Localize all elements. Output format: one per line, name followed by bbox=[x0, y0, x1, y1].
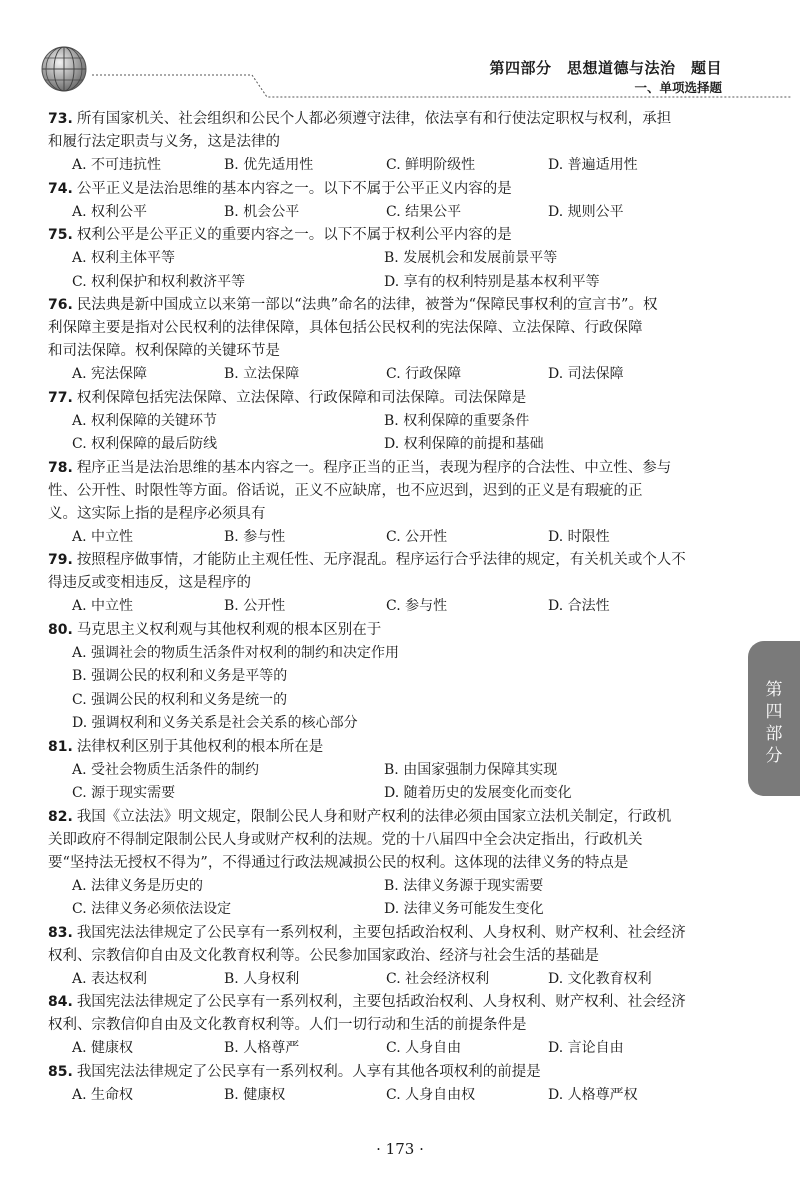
question-item bbox=[48, 736, 728, 806]
question-stem-first-line bbox=[48, 991, 728, 1014]
question-stem-line bbox=[48, 1014, 728, 1037]
question-number: 79. bbox=[48, 552, 73, 568]
question-stem-first-line bbox=[48, 922, 728, 945]
answer-option: C. 法律义务必须依法设定 bbox=[72, 901, 232, 917]
answer-option: B. 强调公民的权利和义务是平等的 bbox=[72, 668, 288, 684]
answer-option: C. 源于现实需要 bbox=[72, 785, 176, 801]
answer-option: B. 优先适用性 bbox=[224, 157, 314, 173]
question-stem-text: 按照程序做事情，才能防止主观任性、无序混乱。程序运行合乎法律的规定，有关机关或个人不 bbox=[76, 552, 686, 568]
answer-option: D. 规则公平 bbox=[548, 203, 624, 220]
answer-option: C. 行政保障 bbox=[386, 366, 462, 382]
page-number: · 173 · bbox=[376, 1140, 424, 1158]
answer-option: D. 普遍适用性 bbox=[548, 157, 638, 173]
question-stem-text: 民法典是新中国成立以来第一部以“法典”命名的法律，被誉为“保障民事权利的宣言书”。权 bbox=[76, 297, 658, 313]
question-number: 76. bbox=[48, 297, 73, 313]
answer-option: C. 参与性 bbox=[386, 598, 448, 614]
answer-option: C. 权利保障的最后防线 bbox=[72, 436, 218, 452]
answer-option: D. 享有的权利特别是基本权利平等 bbox=[384, 273, 600, 290]
globe-logo-icon bbox=[40, 45, 88, 93]
question-stem-first-line bbox=[48, 457, 728, 480]
answer-option: D. 权利保障的前提和基础 bbox=[384, 436, 544, 452]
question-number: 73. bbox=[48, 111, 73, 127]
answer-options bbox=[72, 154, 728, 178]
answer-option: B. 法律义务源于现实需要 bbox=[384, 877, 544, 894]
answer-option: C. 人身自由 bbox=[386, 1040, 462, 1056]
answer-option: B. 健康权 bbox=[224, 1086, 286, 1103]
question-item bbox=[48, 108, 728, 178]
question-stem-text: 法律权利区别于其他权利的根本所在是 bbox=[76, 738, 324, 755]
header-title: 第四部分 思想道德与法治 题目 bbox=[489, 59, 722, 77]
question-stem-text: 和司法保障。权利保障的关键环节是 bbox=[48, 343, 280, 359]
question-item bbox=[48, 178, 728, 225]
question-stem-line bbox=[48, 480, 728, 503]
question-stem-first-line bbox=[48, 619, 728, 642]
question-stem-text: 利保障主要是指对公民权利的法律保障，具体包括公民权利的宪法保障、立法保障、行政保障 bbox=[48, 320, 643, 336]
question-number: 74. bbox=[48, 180, 73, 197]
answer-option: D. 合法性 bbox=[548, 598, 610, 614]
answer-option: D. 随着历史的发展变化而变化 bbox=[384, 785, 572, 801]
answer-options bbox=[72, 875, 728, 922]
question-item bbox=[48, 619, 728, 736]
answer-option: A. 宪法保障 bbox=[72, 366, 148, 382]
question-number: 75. bbox=[48, 227, 73, 243]
question-item bbox=[48, 1061, 728, 1108]
question-stem-first-line bbox=[48, 1061, 728, 1084]
question-stem-text: 马克思主义权利观与其他权利观的根本区别在于 bbox=[76, 621, 382, 638]
side-tab-label: 第四部分 bbox=[765, 680, 783, 766]
answer-option: A. 权利保障的关键环节 bbox=[72, 412, 218, 429]
answer-options bbox=[72, 363, 728, 387]
answer-option: A. 表达权利 bbox=[72, 970, 148, 987]
answer-option: B. 公开性 bbox=[224, 598, 286, 614]
answer-options bbox=[72, 526, 728, 550]
answer-option: B. 立法保障 bbox=[224, 366, 300, 382]
question-stem-text: 程序正当是法治思维的基本内容之一。程序正当的正当，表现为程序的合法性、中立性、参与 bbox=[76, 459, 672, 476]
question-stem-line bbox=[48, 572, 728, 595]
question-number: 77. bbox=[48, 389, 73, 406]
answer-option: A. 强调社会的物质生活条件对权利的制约和决定作用 bbox=[72, 644, 400, 661]
question-stem-first-line bbox=[48, 387, 728, 410]
question-stem-text: 我国宪法法律规定了公民享有一系列权利，主要包括政治权利、人身权利、财产权利、社会经济 bbox=[76, 924, 686, 941]
question-stem-line bbox=[48, 340, 728, 363]
question-stem-line bbox=[48, 131, 728, 154]
question-item bbox=[48, 294, 728, 387]
question-item bbox=[48, 549, 728, 619]
question-number: 81. bbox=[48, 738, 73, 755]
question-list bbox=[48, 108, 728, 1107]
question-stem-text: 权利公平是公平正义的重要内容之一。以下不属于权利公平内容的是 bbox=[76, 227, 512, 243]
question-stem-text: 要“坚持法无授权不得为”，不得通过行政法规减损公民的权利。这体现的法律义务的特点是 bbox=[48, 854, 629, 871]
question-stem-line bbox=[48, 829, 728, 852]
answer-options bbox=[72, 410, 728, 457]
question-item bbox=[48, 387, 728, 457]
question-stem-first-line bbox=[48, 178, 728, 201]
question-stem-text: 得违反或变相违反，这是程序的 bbox=[48, 575, 251, 591]
question-stem-first-line bbox=[48, 806, 728, 829]
question-number: 82. bbox=[48, 808, 73, 825]
question-stem-line bbox=[48, 317, 728, 340]
question-item bbox=[48, 806, 728, 922]
question-stem-text: 我国《立法法》明文规定，限制公民人身和财产权利的法律必须由国家立法机关制定，行政机 bbox=[76, 808, 672, 825]
question-stem-line bbox=[48, 945, 728, 968]
answer-option: C. 人身自由权 bbox=[386, 1086, 476, 1103]
question-stem-text: 我国宪法法律规定了公民享有一系列权利，主要包括政治权利、人身权利、财产权利、社会经济 bbox=[76, 994, 686, 1010]
answer-option: A. 权利主体平等 bbox=[72, 250, 176, 266]
answer-option: D. 法律义务可能发生变化 bbox=[384, 901, 544, 917]
answer-option: D. 人格尊严权 bbox=[548, 1086, 638, 1103]
answer-option: C. 强调公民的权利和义务是统一的 bbox=[72, 691, 288, 708]
question-stem-text: 权利保障包括宪法保障、立法保障、行政保障和司法保障。司法保障是 bbox=[76, 389, 527, 406]
answer-option: B. 发展机会和发展前景平等 bbox=[384, 250, 558, 266]
question-stem-text: 和履行法定职责与义务，这是法律的 bbox=[48, 134, 280, 150]
answer-option: A. 中立性 bbox=[72, 598, 134, 614]
page-header bbox=[0, 0, 800, 110]
question-stem-text: 公平正义是法治思维的基本内容之一。以下不属于公平正义内容的是 bbox=[76, 180, 512, 197]
question-stem-text: 性、公开性、时限性等方面。俗话说，正义不应缺席，也不应迟到，迟到的正义是有瑕疵的正 bbox=[48, 482, 643, 499]
question-number: 83. bbox=[48, 924, 73, 941]
question-number: 80. bbox=[48, 621, 73, 638]
question-item bbox=[48, 922, 728, 992]
answer-option: D. 文化教育权利 bbox=[548, 970, 652, 987]
question-stem-text: 我国宪法法律规定了公民享有一系列权利。人享有其他各项权利的前提是 bbox=[76, 1063, 541, 1080]
answer-option: D. 言论自由 bbox=[548, 1040, 624, 1056]
answer-options bbox=[72, 1084, 728, 1108]
answer-options bbox=[72, 595, 728, 619]
question-number: 84. bbox=[48, 994, 73, 1010]
question-item bbox=[48, 457, 728, 550]
answer-option: B. 人身权利 bbox=[224, 970, 300, 987]
answer-option: A. 法律义务是历史的 bbox=[72, 877, 204, 894]
question-stem-text: 所有国家机关、社会组织和公民个人都必须遵守法律，依法享有和行使法定职权与权利，承担 bbox=[76, 111, 672, 127]
answer-options bbox=[72, 247, 728, 294]
question-number: 85. bbox=[48, 1063, 73, 1080]
answer-option: A. 不可违抗性 bbox=[72, 157, 162, 173]
answer-option: B. 人格尊严 bbox=[224, 1040, 300, 1056]
answer-option: B. 机会公平 bbox=[224, 203, 300, 220]
answer-option: C. 公开性 bbox=[386, 528, 448, 545]
answer-options bbox=[72, 1037, 728, 1061]
question-stem-text: 权利、宗教信仰自由及文化教育权利等。人们一切行动和生活的前提条件是 bbox=[48, 1017, 527, 1033]
answer-option: D. 时限性 bbox=[548, 528, 610, 545]
question-stem-text: 权利、宗教信仰自由及文化教育权利等。公民参加国家政治、经济与社会生活的基础是 bbox=[48, 947, 599, 964]
answer-option: B. 权利保障的重要条件 bbox=[384, 412, 530, 429]
answer-option: B. 参与性 bbox=[224, 528, 286, 545]
answer-option: A. 权利公平 bbox=[72, 203, 148, 220]
section-side-tab bbox=[748, 641, 800, 796]
answer-option: B. 由国家强制力保障其实现 bbox=[384, 761, 558, 778]
answer-options bbox=[72, 642, 728, 736]
question-stem-first-line bbox=[48, 736, 728, 759]
answer-option: C. 社会经济权利 bbox=[386, 970, 490, 987]
question-stem-first-line bbox=[48, 294, 728, 317]
question-stem-text: 关即政府不得制定限制公民人身或财产权利的法规。党的十八届四中全会决定指出，行政机关 bbox=[48, 831, 643, 848]
question-item bbox=[48, 224, 728, 294]
answer-option: D. 强调权利和义务关系是社会关系的核心部分 bbox=[72, 715, 358, 731]
answer-option: C. 鲜明阶级性 bbox=[386, 157, 476, 173]
answer-option: A. 中立性 bbox=[72, 528, 134, 545]
answer-option: D. 司法保障 bbox=[548, 366, 624, 382]
answer-options bbox=[72, 968, 728, 992]
answer-option: C. 结果公平 bbox=[386, 203, 462, 220]
question-stem-first-line bbox=[48, 108, 728, 131]
answer-options bbox=[72, 759, 728, 806]
question-stem-first-line bbox=[48, 224, 728, 247]
answer-option: A. 受社会物质生活条件的制约 bbox=[72, 761, 260, 778]
answer-option: A. 健康权 bbox=[72, 1040, 134, 1056]
question-number: 78. bbox=[48, 459, 73, 476]
question-stem-text: 义。这实际上指的是程序必须具有 bbox=[48, 505, 266, 522]
question-stem-line bbox=[48, 852, 728, 875]
question-stem-line bbox=[48, 503, 728, 526]
answer-option: C. 权利保护和权利救济平等 bbox=[72, 273, 246, 290]
question-stem-first-line bbox=[48, 549, 728, 572]
question-item bbox=[48, 991, 728, 1061]
answer-option: A. 生命权 bbox=[72, 1086, 134, 1103]
answer-options bbox=[72, 201, 728, 225]
header-subtitle: 一、单项选择题 bbox=[634, 80, 722, 95]
